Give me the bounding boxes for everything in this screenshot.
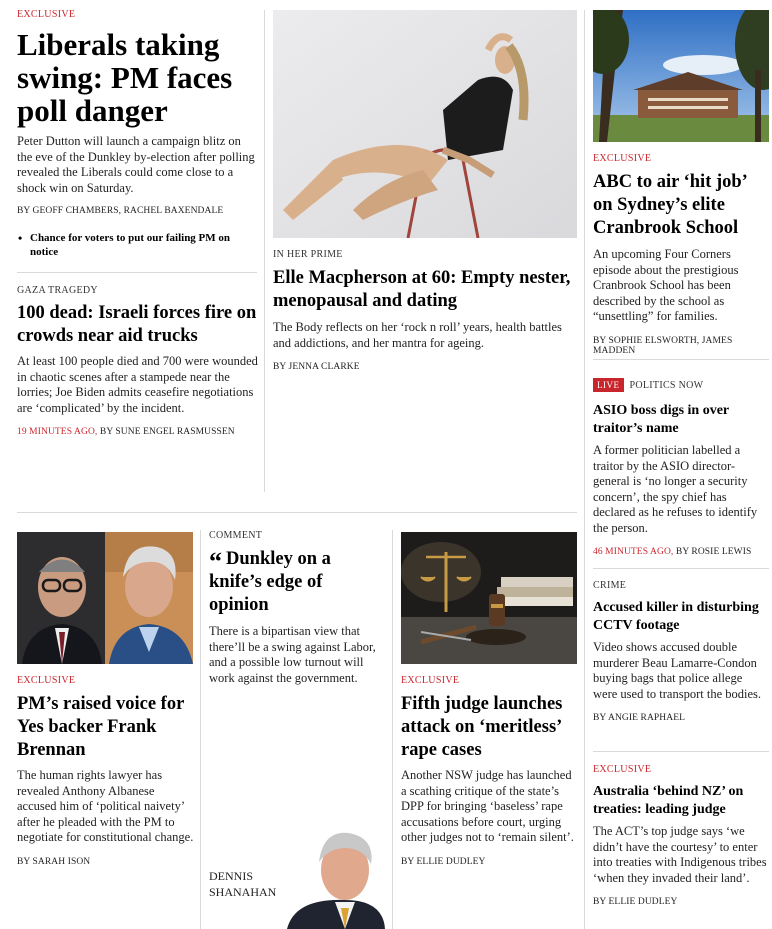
column-divider-1 — [264, 10, 265, 492]
comment-summary: There is a bipartisan view that there’ll be a swing against Labor, and a possible low turnout will work against the government. — [209, 624, 376, 685]
elle-headline[interactable]: Elle Macpherson at 60: Empty nester, menopausal and dating — [273, 268, 571, 311]
gaza-author: BY SUNE ENGEL RASMUSSEN — [97, 427, 235, 437]
comment-kicker: COMMENT — [209, 530, 263, 541]
comment-headline[interactable]: Dunkley on a knife’s edge of opinion — [209, 549, 331, 615]
gaza-summary: At least 100 people died and 700 were wounded in chaotic scenes after a stampede near the lorries; Joe Biden admits ceasefire negotiations are ‘complicated’ by the incident. — [17, 354, 258, 415]
author-first-name: DENNIS — [209, 869, 253, 883]
asio-summary: A former politician labelled a traitor by the ASIO director-general is ‘no longer a security concern’, the spy chief has declared as he refuses to identify the person. — [593, 443, 758, 535]
abc-summary: An upcoming Four Corners episode about the prestigious Cranbrook School has been described by the school as “unsettling” for families. — [593, 247, 739, 323]
crime-kicker: CRIME — [593, 580, 627, 591]
lead-summary: Peter Dutton will launch a campaign blitz on the eve of the Dunkley by-election after polling revealed the Liberals could come close to a shock win on Saturday. — [17, 134, 255, 195]
pm-kicker: EXCLUSIVE — [17, 675, 76, 686]
judge-headline[interactable]: Fifth judge launches attack on ‘meritless’ rape cases — [401, 694, 563, 760]
comment-headline-wrap[interactable] — [209, 548, 385, 617]
judge-kicker: EXCLUSIVE — [401, 675, 460, 686]
gaza-headline[interactable]: 100 dead: Israeli forces fire on crowds near aid trucks — [17, 303, 257, 346]
abc-kicker: EXCLUSIVE — [593, 153, 652, 164]
lead-byline: BY GEOFF CHAMBERS, RACHEL BAXENDALE — [17, 206, 224, 216]
asio-headline[interactable]: ASIO boss digs in over traitor’s name — [593, 403, 729, 436]
gaza-byline — [17, 427, 259, 437]
nz-byline: BY ELLIE DUDLEY — [593, 897, 678, 907]
asio-story[interactable] — [593, 375, 769, 557]
abc-story[interactable] — [593, 153, 769, 356]
comment-author[interactable] — [209, 869, 289, 900]
divider-top-bottom — [17, 512, 577, 513]
crime-headline[interactable]: Accused killer in disturbing CCTV footage — [593, 600, 759, 633]
crime-summary: Video shows accused double murderer Beau Lamarre-Condon buying bags that police allege were used to transport the bodies. — [593, 640, 762, 701]
lead-kicker: EXCLUSIVE — [17, 9, 76, 20]
cranbrook-school-image[interactable] — [593, 10, 769, 142]
column-divider-3 — [200, 530, 201, 929]
column-divider-2 — [584, 10, 585, 929]
pm-headline[interactable]: PM’s raised voice for Yes backer Frank Brennan — [17, 694, 184, 760]
abc-byline: BY SOPHIE ELSWORTH, JAMES MADDEN — [593, 335, 733, 356]
judge-byline: BY ELLIE DUDLEY — [401, 856, 486, 867]
crime-byline: BY ANGIE RAPHAEL — [593, 713, 686, 723]
divider-asio-crime — [593, 568, 769, 569]
lead-story[interactable] — [17, 9, 257, 259]
asio-author: BY ROSIE LEWIS — [673, 547, 752, 557]
lead-headline[interactable]: Liberals taking swing: PM faces poll danger — [17, 27, 233, 128]
column-divider-4 — [392, 530, 393, 929]
asio-byline — [593, 547, 769, 557]
author-headshot — [283, 828, 385, 929]
gavel-image[interactable] — [401, 532, 577, 664]
lead-related-link[interactable]: • Chance for voters to put our failing PM on notice — [17, 231, 252, 259]
pm-summary: The human rights lawyer has revealed Anthony Albanese accused him of ‘political naivety’ after he pleaded with the PM to negotiate for constitutional change. — [17, 768, 194, 844]
nz-summary: The ACT’s top judge says ‘we didn’t have the courtesy’ to enter into treaties with Indigenous tribes ‘when they invaded their land’. — [593, 824, 767, 885]
divider-abc-asio — [593, 359, 769, 360]
asio-kicker-row — [593, 375, 769, 393]
elle-kicker: IN HER PRIME — [273, 249, 343, 260]
judge-story[interactable] — [401, 675, 577, 867]
nz-story[interactable] — [593, 764, 769, 907]
gaza-kicker: GAZA TRAGEDY — [17, 285, 98, 296]
gaza-timestamp: 19 MINUTES AGO, — [17, 427, 98, 437]
elle-summary: The Body reflects on her ‘rock n roll’ years, health battles and addictions, and her mantra for ageing. — [273, 320, 562, 350]
elle-image[interactable] — [273, 10, 577, 238]
elle-byline: BY JENNA CLARKE — [273, 362, 360, 372]
divider-lead-gaza — [17, 272, 257, 273]
nz-kicker: EXCLUSIVE — [593, 764, 652, 775]
elle-story[interactable] — [273, 249, 577, 372]
gaza-story[interactable] — [17, 285, 259, 437]
quote-mark-icon: “ — [209, 547, 222, 576]
pm-story[interactable] — [17, 675, 195, 867]
asio-kicker: POLITICS NOW — [629, 380, 704, 391]
crime-story[interactable] — [593, 580, 769, 723]
divider-crime-nz — [593, 751, 769, 752]
author-last-name: SHANAHAN — [209, 884, 277, 899]
judge-summary: Another NSW judge has launched a scathing critique of the state’s DPP for bringing ‘baseless’ rape accusations before court, urging other judges not to ‘remain silent’. — [401, 768, 574, 844]
pm-byline: BY SARAH ISON — [17, 856, 91, 867]
asio-timestamp: 46 MINUTES AGO, — [593, 547, 674, 557]
live-badge: LIVE — [593, 378, 624, 392]
nz-headline[interactable]: Australia ‘behind NZ’ on treaties: leading judge — [593, 784, 744, 817]
abc-headline[interactable]: ABC to air ‘hit job’ on Sydney’s elite Cranbrook School — [593, 172, 747, 238]
albanese-brennan-image[interactable] — [17, 532, 193, 664]
comment-story[interactable] — [209, 530, 385, 686]
